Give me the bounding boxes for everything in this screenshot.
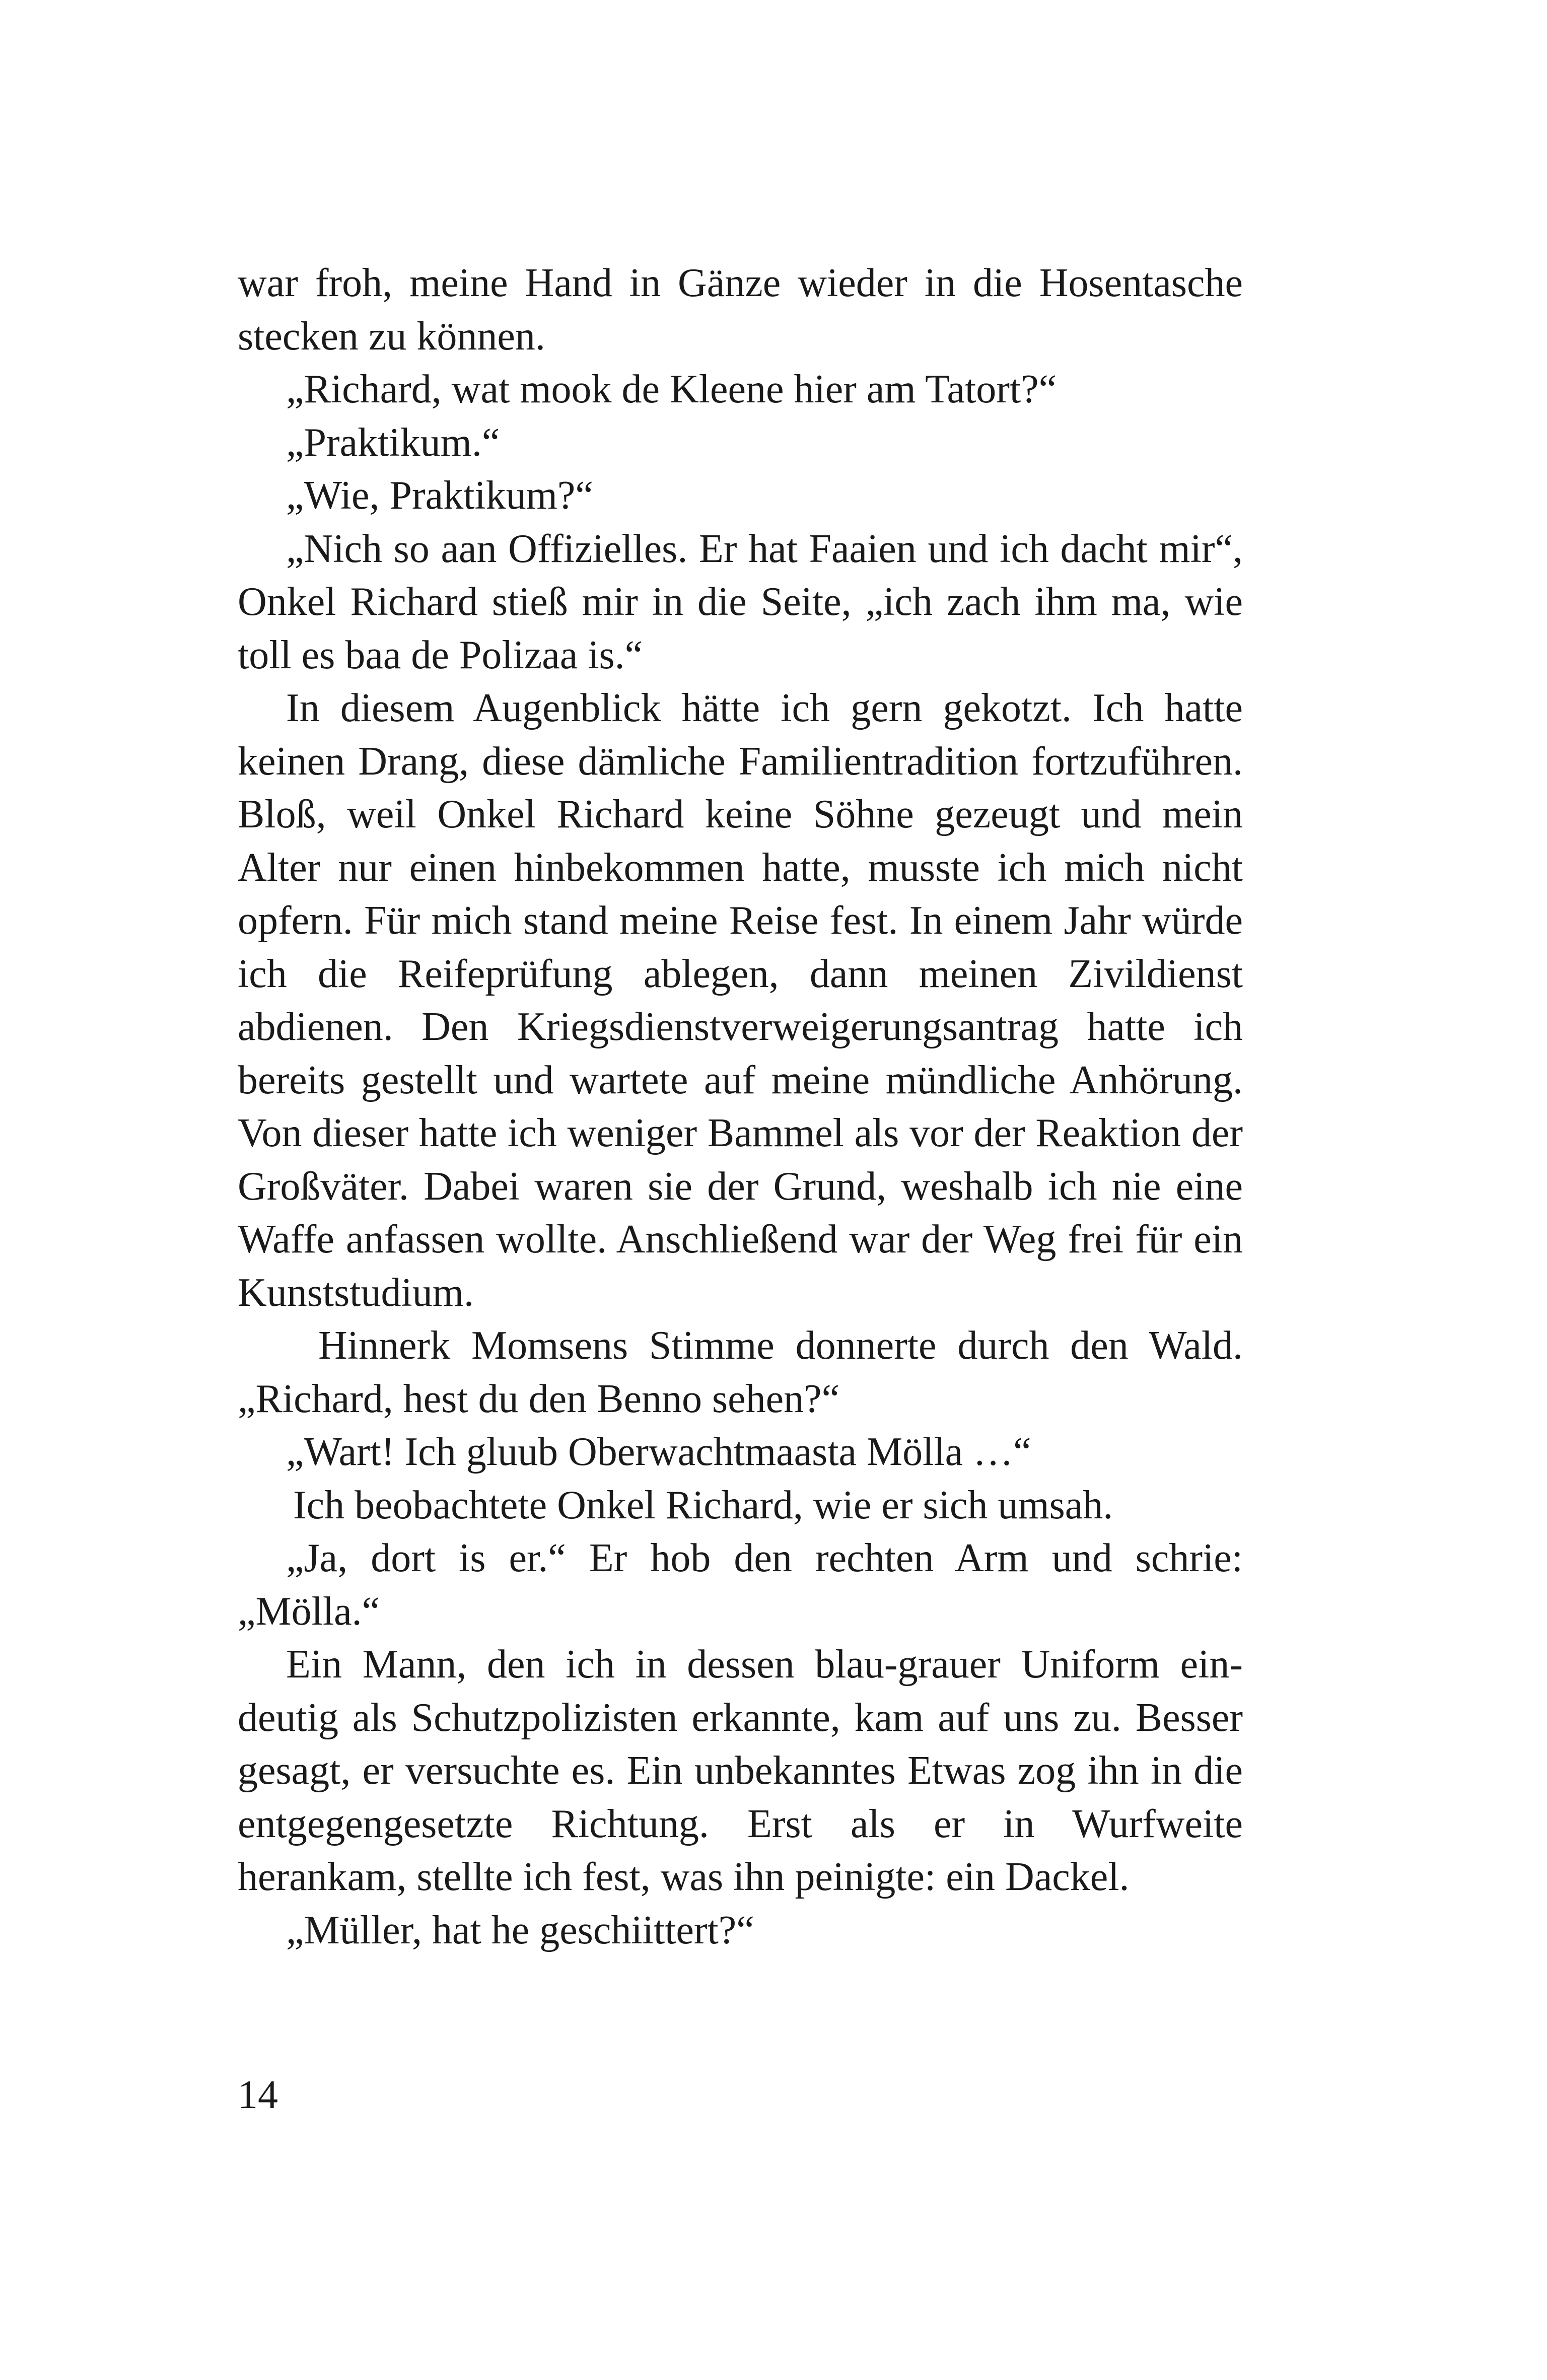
paragraph: Ich beobachtete Onkel Richard, wie er sich umsah. [293,1483,1113,1527]
paragraph: „Ja, dort is er.“ Er hob den rechten Arm und schrie: „Mölla.“ [238,1536,1243,1634]
paragraph: „Wie, Praktikum?“ [286,473,593,518]
paragraph: „Wart! Ich gluub Oberwachtmaasta Mölla …“ [286,1430,1031,1474]
paragraph: „Nich so aan Offizielles. Er hat Faaien und ich dacht mir“, Onkel Richard stieß mir in die Seite, „ich zach ihm ma, wie toll es baa de Polizaa is.“ [238,526,1243,677]
paragraph: Ein Mann, den ich in dessen blau-grauer Uniform eindeutig als Schutzpolizisten erkannte, kam auf uns zu. Besser gesagt, er versuchte es. Ein unbekanntes Etwas zog ihn in die entgegengesetzte Richtung. Erst als er in Wurfweite herankam, stellte ich fest, was ihn peinigte: ein Dackel. [238,1642,1243,1899]
paragraph: „Richard, wat mook de Kleene hier am Tatort?“ [286,367,1057,411]
paragraph: war froh, meine Hand in Gänze wieder in die Hosentasche stecken zu können. [238,261,1243,359]
page-number: 14 [238,2073,278,2117]
body-text [238,257,1243,1957]
paragraph: In diesem Augenblick hätte ich gern gekotzt. Ich hatte keinen Drang, diese dämliche Familientradition fortzuführen. Bloß, weil Onkel Richard keine Söhne gezeugt und mein Alter nur einen hinbekommen hatte, musste ich mich nicht opfern. Für mich stand meine Reise fest. In einem Jahr würde ich die Reifeprüfung ablegen, dann meinen Zivildienst abdienen. Den Kriegsdienstverweigerungsantrag hatte ich bereits gestellt und wartete auf meine mündliche Anhörung. Von dieser hatte ich weniger Bammel als vor der Reaktion der Großväter. Dabei waren sie der Grund, weshalb ich nie eine Waffe anfassen wollte. Anschließend war der Weg frei für ein Kunststudium. [238,686,1243,1315]
paragraph: „Praktikum.“ [286,420,500,465]
paragraph: „Müller, hat he geschiittert?“ [286,1908,754,1952]
paragraph: Hinnerk Momsens Stimme donnerte durch den Wald. „Richard, hest du den Benno sehen?“ [238,1323,1243,1421]
